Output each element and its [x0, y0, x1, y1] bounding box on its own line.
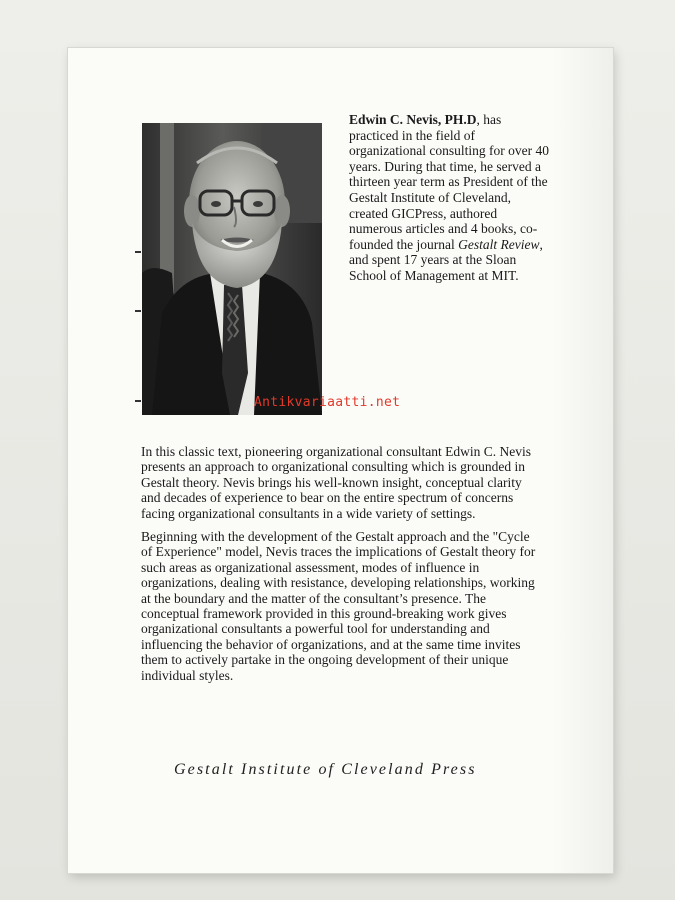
author-name: Edwin C. Nevis, PH.D	[349, 112, 477, 127]
cover-sheen	[553, 48, 613, 873]
bio-text: , has practiced in the field of organizational consulting for over 40 years. During that time, he served a thirteen year term as President of the Gestalt Institute of Cleveland, created GICPress, authored numerous articles and 4 books, co-founded the journal	[349, 112, 549, 252]
photo-marker	[135, 251, 141, 253]
photo-marker	[135, 310, 141, 312]
author-photo	[142, 123, 322, 415]
description-paragraph: In this classic text, pioneering organizational consultant Edwin C. Nevis presents an approach to organizational consulting which is grounded in Gestalt theory. Nevis brings his well-known insight, conceptual clarity and decades of experience to bear on the entire spectrum of concerns facing organizational consultants in a wide variety of settings.	[141, 444, 532, 521]
author-photo-image	[142, 123, 322, 415]
journal-title: Gestalt Review	[458, 236, 540, 252]
watermark-text: Antikvariaatti.net	[254, 395, 401, 410]
book-back-cover	[68, 48, 613, 873]
book-description	[141, 444, 541, 691]
publisher-name: Gestalt Institute of Cleveland Press	[174, 761, 477, 778]
bio-text-end: , and spent 17 years at the Sloan School of Management at MIT.	[349, 236, 543, 283]
author-bio	[349, 112, 549, 284]
photo-marker	[135, 400, 141, 402]
description-paragraph: Beginning with the development of the Gestalt approach and the "Cycle of Experience" model, Nevis traces the implications of Gestalt theory for such areas as organizational assessment, modes of influence in organizations, dealing with resistance, developing relationships, working at the boundary and the matter of the consultant’s presence. The conceptual framework provided in this ground-breaking work gives organizational consultants a powerful tool for understanding and influencing the behavior of organizations, and at the same time invites them to actively partake in the ongoing development of their unique individual styles.	[141, 529, 536, 683]
